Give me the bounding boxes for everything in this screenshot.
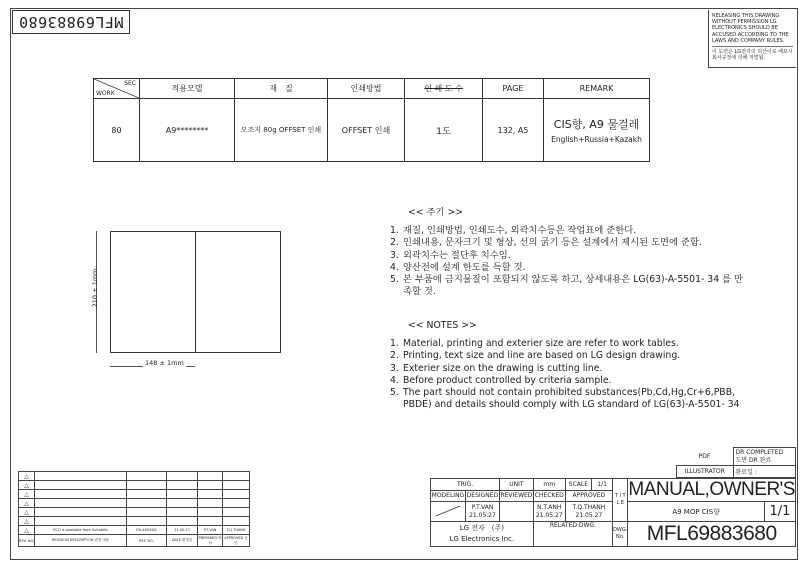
width-dimension-label: 148 ± 1mm [145, 359, 184, 367]
page-value: 132, A5 [483, 99, 544, 162]
notes-english [390, 320, 760, 411]
print-method-value: OFFSET 인쇄 [328, 99, 405, 162]
remark-main: CIS향, A9 물걸레 [553, 118, 640, 131]
remark-value [544, 99, 650, 162]
note-item: 2. 인쇄내용, 문자크기 및 형상, 선의 굵기 등은 설계에서 제시된 도면에 준함. [390, 237, 702, 249]
note-item: 5. 본 부품에 금지물질이 포함되지 않도록 하고, 상세내용은 LG(63)-A-5501- 34 를 만족할 것. [390, 274, 744, 298]
header-remark: REMARK [544, 79, 650, 99]
work-value: 80 [94, 99, 140, 162]
note-item: 1. 재질, 인쇄방법, 인쇄도수, 외곽치수등은 작업표에 준한다. [390, 225, 637, 237]
release-notice-en: RELEASING THIS DRAWING WITHOUT PERMISSION LG ELECTRONICS SHOULD BE ACCUSED ACCORDING TO THE LAWS AND COMPANY RULES. [712, 13, 789, 44]
height-dimension-label: 210 ± 1mm [91, 268, 99, 308]
revision-block: △ △ △ △ △ △ △ ECO is available from Suitabilis EN-XXXXXX 21.05.27 P.T.VAN T.Q.THANH REV. NO. REVISION DESCRIPTION 변경 내용 REF. NO. DATE 변경일 PREPARED 작성 APPROVED 승인 [19, 472, 248, 545]
company-en: LG Electronics Inc. [449, 535, 515, 543]
fold-line [195, 231, 196, 353]
part-number-rotated: MFL69883680 [12, 10, 130, 34]
drawing-title: MANUAL,OWNER'S [628, 479, 795, 500]
title-block: TRIG. UNIT mm SCALE 1/1 T I T L E MANUAL,OWNER'S MODELING DESIGNED REVIEWED CHECKED APPROVED P.T.VAN 21.05.27 N.T.ANH 21.05.27 T.Q.THANH 21.05.27 A9 MOP CIS향 1/1 LG 전자 (주) LG Electronics Inc. RELATED DWG. DWG. No. MFL69883680 [431, 479, 795, 545]
drawing-number: MFL69883680 [628, 522, 796, 547]
note-item: 4. Before product controlled by criteria sample. [390, 374, 612, 386]
note-item: 5. The part should not contain prohibited substances(Pb,Cd,Hg,Cr+6,PBB, PBDE) and details should comply with LG standard of LG(63)-A-5501- 34 [390, 387, 740, 411]
colors-value: 1도 [405, 99, 483, 162]
spec-table [93, 78, 650, 162]
notes-korean [390, 207, 750, 298]
sheet-number: 1/1 [764, 502, 795, 522]
note-item: 2. Printing, text size and line are based on LG design drawing. [390, 350, 681, 362]
header-colors: 인 쇄 도 수 [405, 79, 483, 99]
modeling-cell [431, 502, 466, 522]
material-value: 모조지 80g OFFSET 인쇄 [235, 99, 328, 162]
sec-work-cell [94, 79, 140, 99]
notes-korean-header: << 주기 >> [408, 207, 464, 218]
note-item: 3. 외곽치수는 절단후 치수임. [390, 249, 511, 261]
notes-english-header: << NOTES >> [408, 320, 477, 331]
sec-label: SEC [124, 80, 136, 87]
header-page: PAGE [483, 79, 544, 99]
note-item: 1. Material, printing and exterier size are refer to work tables. [390, 338, 679, 350]
work-label: WORK [96, 90, 115, 97]
header-material: 재 질 [235, 79, 328, 99]
release-notice-ko: 이 도면은 LG전자의 허산이로 배포시 회사규정에 의해 처벌됨. [712, 49, 793, 62]
dr-stack: PDF DR COMPLETED 도면 DR 완료 ILLUSTRATOR 완료일 : [676, 447, 796, 478]
note-item: 4. 양산전에 설계 한도를 득할 것. [390, 261, 526, 273]
model-value: A9******** [140, 99, 235, 162]
header-model: 적용모델 [140, 79, 235, 99]
release-notice [708, 10, 796, 68]
drawing-subtitle: A9 MOP CIS향 [628, 502, 765, 522]
title-label: T I T L E [613, 479, 628, 522]
note-item: 3. Exterier size on the drawing is cutting line. [390, 362, 603, 374]
company-ko: LG 전자 (주) [459, 524, 505, 532]
header-print-method: 인쇄방법 [328, 79, 405, 99]
remark-sub: English+Russia+Kazakh [551, 135, 642, 144]
